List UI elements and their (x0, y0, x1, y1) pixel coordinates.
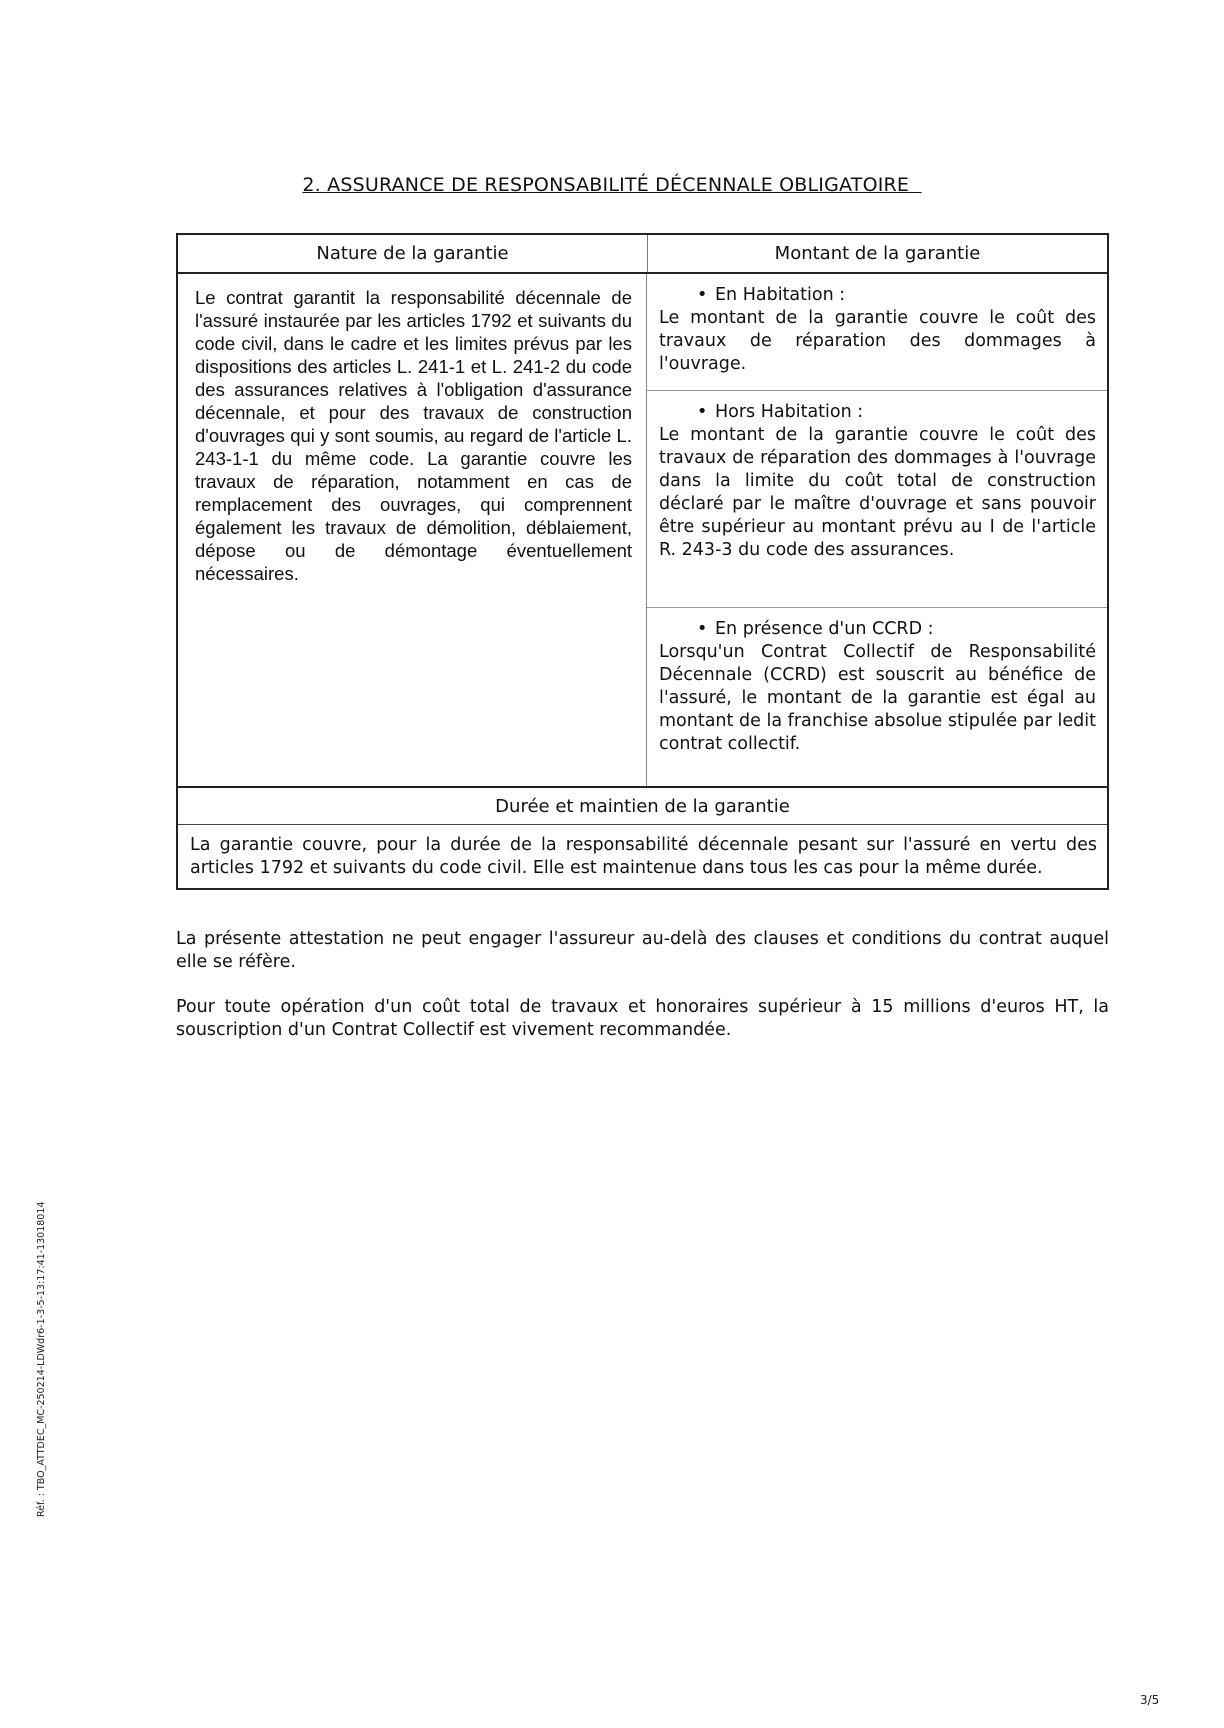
attestation-paragraph: La présente attestation ne peut engager l'assureur au-delà des clauses et conditions du contrat auquel elle se réfère. (176, 929, 1109, 972)
montant-section-text: Lorsqu'un Contrat Collectif de Responsabilité Décennale (CCRD) est souscrit au bénéfice de l'assuré, le montant de la garantie est égal au montant de la franchise absolue stipulée par ledit contrat collectif. (659, 642, 1096, 754)
montant-section-ccrd (647, 608, 1107, 786)
section-number: 2. (302, 174, 321, 196)
montant-section-hors-habitation (647, 391, 1107, 608)
nature-cell: Le contrat garantit la responsabilité décennale de l'assuré instaurée par les articles 1792 et suivants du code civil, dans le cadre et les limites prévus par les dispositions des articles L. 241-1 et L. 241-2 du code des assurances relatives à l'obligation d'assurance décennale, et pour des travaux de construction d'ouvrages qui y sont soumis, au regard de l'article L. 243-1-1 du même code. La garantie couvre les travaux de réparation, notamment en cas de remplacement des ouvrages, qui comprennent également les travaux de démolition, déblaiement, dépose ou de démontage éventuellement nécessaires. (178, 274, 647, 786)
table-body-row (178, 274, 1107, 786)
section-title (0, 174, 1224, 196)
bullet-icon: • (697, 619, 708, 639)
duree-text: La garantie couvre, pour la durée de la responsabilité décennale pesant sur l'assuré en vertu des articles 1792 et suivants du code civil. Elle est maintenue dans tous les cas pour la même durée. (190, 835, 1097, 878)
table-header-row (178, 235, 1107, 274)
nature-header: Nature de la garantie (178, 235, 648, 272)
montant-section-text: Le montant de la garantie couvre le coût des travaux de réparation des dommages à l'ouvrage. (659, 308, 1096, 374)
duree-header: Durée et maintien de la garantie (178, 786, 1107, 825)
guarantee-table (176, 233, 1109, 890)
montant-header: Montant de la garantie (774, 243, 981, 264)
recommendation-paragraph: Pour toute opération d'un coût total de travaux et honoraires supérieur à 15 millions d'euros HT, la souscription d'un Contrat Collectif est vivement recommandée. (176, 997, 1109, 1040)
montant-section-title: En présence d'un CCRD : (715, 619, 934, 639)
reference-text: Réf. : TBO_ATTDEC_MC-250214-LDWdr6-1-3-5-13:17:41-13018014 (36, 1201, 47, 1517)
bullet-icon: • (697, 285, 708, 305)
montant-section-title: Hors Habitation : (715, 402, 864, 422)
section-title-text: ASSURANCE DE RESPONSABILITÉ DÉCENNALE OBLIGATOIRE (327, 174, 910, 196)
page-number: 3/5 (1140, 1693, 1160, 1707)
montant-section-title: En Habitation : (715, 285, 846, 305)
montant-section-text: Le montant de la garantie couvre le coût des travaux de réparation des dommages à l'ouvrage dans la limite du coût total de construction déclaré par le maître d'ouvrage et sans pouvoir être supérieur au montant prévu au I de l'article R. 243-3 du code des assurances. (659, 425, 1096, 560)
montant-cell (647, 274, 1107, 786)
bullet-icon: • (697, 402, 708, 422)
montant-section-habitation (647, 274, 1107, 391)
